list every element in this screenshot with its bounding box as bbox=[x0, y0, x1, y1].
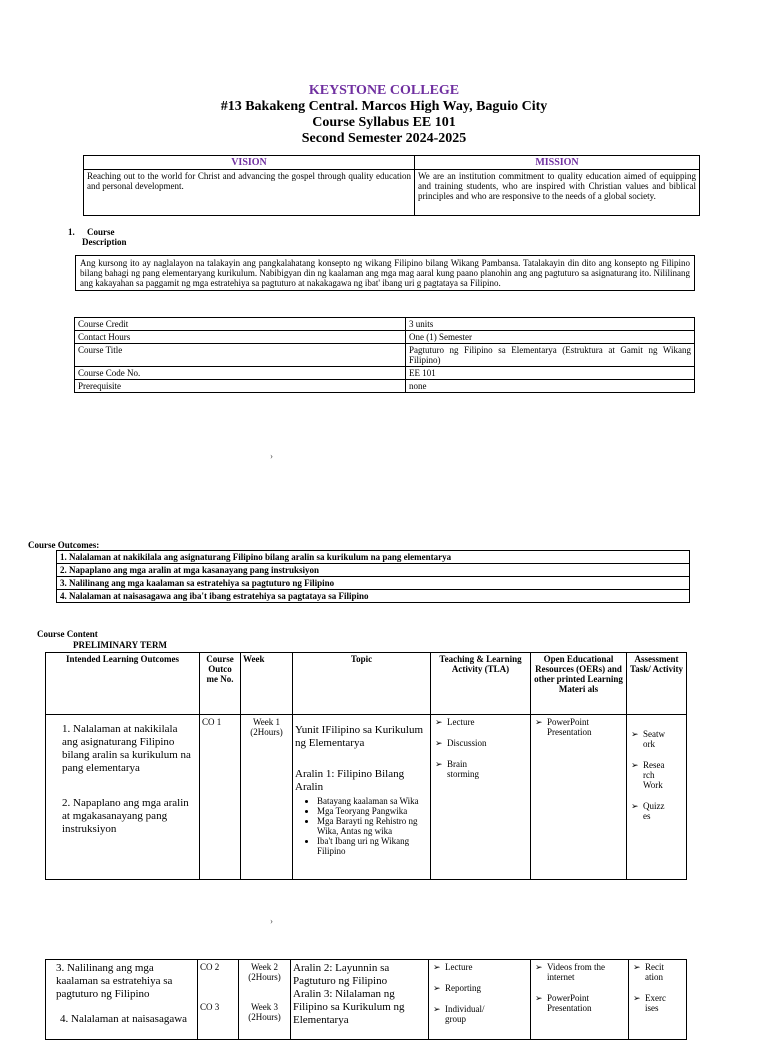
course-code-value: EE 101 bbox=[406, 367, 695, 380]
topic-bullet: • Mga Teoryang Pangwika bbox=[317, 806, 428, 816]
assessment-item: ➢ Exerc ises bbox=[633, 993, 666, 1013]
week-item: Week 2 (2Hours) bbox=[248, 962, 281, 982]
assessment-item: ➢ Resea rch Work bbox=[631, 760, 665, 790]
ilo-item: 3. Nalilinang ang mga kaalaman sa estratehiya sa pagtuturo ng Filipino bbox=[56, 962, 173, 1000]
oer-item: ➢ PowerPoint Presentation bbox=[535, 717, 592, 737]
col-tla: Teaching & Learning Activity (TLA) bbox=[431, 653, 531, 715]
prerequisite-label: Prerequisite bbox=[75, 380, 406, 393]
course-outcomes-heading: Course Outcomes: bbox=[28, 540, 100, 550]
mission-text: We are an institution commitment to quality education aimed of equipping and training students, who are inspired with Christian values and biblical principles and who are responsive to the needs of a global society. bbox=[415, 170, 700, 216]
arrow-bullet-icon: ➢ bbox=[631, 760, 639, 770]
contact-hours-label: Contact Hours bbox=[75, 331, 406, 344]
course-code-label: Course Code No. bbox=[75, 367, 406, 380]
oer-cell bbox=[531, 715, 627, 880]
arrow-bullet-icon: ➢ bbox=[435, 738, 443, 748]
lesson-title: Aralin 3: Nilalaman ng Filipino sa Kurikulum ng Elementarya bbox=[293, 988, 405, 1026]
contact-hours-value: One (1) Semester bbox=[406, 331, 695, 344]
week-cell bbox=[239, 960, 291, 1040]
co-cell: CO 1 bbox=[200, 715, 241, 880]
arrow-bullet-icon: ➢ bbox=[633, 993, 641, 1003]
col-topic: Topic bbox=[293, 653, 431, 715]
lesson-title: Aralin 2: Layunnin sa Pagtuturo ng Filipino bbox=[293, 962, 390, 987]
oer-item: ➢ PowerPoint Presentation bbox=[535, 993, 592, 1013]
arrow-bullet-icon: ➢ bbox=[535, 962, 543, 972]
heading-line2: Description bbox=[82, 237, 127, 247]
arrow-bullet-icon: ➢ bbox=[535, 993, 543, 1003]
term-label: PRELIMINARY TERM bbox=[73, 640, 167, 650]
college-name: KEYSTONE COLLEGE bbox=[308, 83, 460, 98]
co-item: CO 2 bbox=[200, 962, 220, 972]
co-item: CO 3 bbox=[200, 1002, 220, 1012]
heading-line1: Course bbox=[87, 227, 115, 237]
course-title-label: Course Title bbox=[75, 344, 406, 367]
ilo-cell bbox=[46, 715, 200, 880]
course-content-table-continued bbox=[45, 959, 687, 1040]
arrow-bullet-icon: ➢ bbox=[433, 962, 441, 972]
course-title-value: Pagtuturo ng Filipino sa Elementarya (Estruktura at Gamit ng Wikang Filipino) bbox=[406, 344, 695, 367]
ilo-item: 2. Napaplano ang mga aralin at mgakasanayang pang instruksiyon bbox=[62, 797, 189, 835]
page-separator-mark: › bbox=[270, 916, 273, 926]
tla-item: ➢ Discussion bbox=[435, 738, 487, 748]
arrow-bullet-icon: ➢ bbox=[633, 962, 641, 972]
arrow-bullet-icon: ➢ bbox=[435, 759, 443, 769]
course-content-heading: Course Content bbox=[37, 629, 98, 639]
col-co: Course Outco me No. bbox=[200, 653, 241, 715]
arrow-bullet-icon: ➢ bbox=[631, 729, 639, 739]
tla-cell bbox=[429, 960, 531, 1040]
vision-text: Reaching out to the world for Christ and advancing the gospel through quality education and personal development. bbox=[84, 170, 415, 216]
section-number: 1. bbox=[68, 227, 75, 237]
course-info-table bbox=[74, 317, 695, 393]
semester-label: Second Semester 2024-2025 bbox=[301, 131, 467, 146]
outcome-item: 1. Nalalaman at nakikilala ang asignaturang Filipino bilang aralin sa kurikulum na pang elementarya bbox=[60, 552, 452, 562]
assessment-cell bbox=[627, 715, 687, 880]
arrow-bullet-icon: ➢ bbox=[433, 983, 441, 993]
page-separator-mark: › bbox=[270, 451, 273, 461]
outcome-item: 3. Nalilinang ang mga kaalaman sa estratehiya sa pagtuturo ng Filipino bbox=[57, 577, 690, 590]
course-description-box: Ang kursong ito ay naglalayon na talakayin ang pangkalahatang konsepto ng wikang Filipino bilang Wikang Pambansa. Tatalakayin din dito ang konsepto ng Filipino bilang bahagi ng pang elementaryang kurikulum. Nabibigyan din ng kaalaman ang mga mag aaral kung paano planohin ang ang pagtuturo sa asignaturang ito. Nililinang ang kakayahan sa paggamit ng mga estratehiya sa pagtuturo at nakakagawa ng ibat' ibang uri g pagtataya sa Filipino. bbox=[75, 255, 695, 291]
ilo-item: 4. Nalalaman at naisasagawa bbox=[60, 1013, 188, 1025]
tla-item: ➢ Reporting bbox=[433, 983, 481, 993]
col-oer: Open Educational Resources (OERs) and other printed Learning Materi als bbox=[531, 653, 627, 715]
outcome-item: 2. Napaplano ang mga aralin at mga kasanayang pang instruksiyon bbox=[57, 564, 690, 577]
assessment-item: ➢ Seatw ork bbox=[631, 729, 665, 749]
assessment-cell bbox=[629, 960, 687, 1040]
topic-bullet: • Iba't Ibang uri ng Wikang Filipino bbox=[317, 836, 428, 856]
col-ilo: Intended Learning Outcomes bbox=[46, 653, 200, 715]
course-credit-label: Course Credit bbox=[75, 318, 406, 331]
prerequisite-value: none bbox=[406, 380, 695, 393]
lesson-title: Aralin 1: Filipino Bilang Aralin bbox=[295, 768, 405, 793]
col-week: Week bbox=[241, 653, 293, 715]
vision-heading: VISION bbox=[84, 156, 415, 170]
week-cell: Week 1 (2Hours) bbox=[241, 715, 293, 880]
topic-bullet: • Batayang kaalaman sa Wika bbox=[317, 796, 428, 806]
course-outcomes-table bbox=[56, 550, 690, 603]
tla-item: ➢ Individual/ group bbox=[433, 1004, 485, 1024]
topic-bullets bbox=[295, 796, 428, 856]
vision-mission-table bbox=[83, 155, 700, 216]
course-credit-value: 3 units bbox=[406, 318, 695, 331]
tla-item: ➢ Lecture bbox=[435, 717, 475, 727]
arrow-bullet-icon: ➢ bbox=[435, 717, 443, 727]
outcome-item: 4. Nalalaman at naisasagawa ang iba't ibang estratehiya sa pagtataya sa Filipino bbox=[57, 590, 690, 603]
tla-cell bbox=[431, 715, 531, 880]
oer-item: ➢ Videos from the internet bbox=[535, 962, 605, 982]
ilo-item: 1. Nalalaman at nakikilala ang asignaturang Filipino bilang aralin sa kurikulum na pang elementarya bbox=[62, 723, 191, 774]
arrow-bullet-icon: ➢ bbox=[433, 1004, 441, 1014]
topic-bullet: • Mga Barayti ng Rehistro ng Wika, Antas ng wika bbox=[317, 816, 428, 836]
week-item: Week 3 (2Hours) bbox=[248, 1002, 281, 1022]
arrow-bullet-icon: ➢ bbox=[535, 717, 543, 727]
arrow-bullet-icon: ➢ bbox=[631, 801, 639, 811]
topic-cell bbox=[291, 960, 429, 1040]
course-description-heading bbox=[68, 227, 127, 247]
tla-item: ➢ Brain storming bbox=[435, 759, 480, 779]
oer-cell bbox=[531, 960, 629, 1040]
ilo-cell bbox=[46, 960, 198, 1040]
college-address: #13 Bakakeng Central. Marcos High Way, Baguio City bbox=[220, 99, 548, 114]
tla-item: ➢ Lecture bbox=[433, 962, 473, 972]
course-content-table bbox=[45, 652, 687, 880]
topic-cell bbox=[293, 715, 431, 880]
assessment-item: ➢ Quizz es bbox=[631, 801, 665, 821]
mission-heading: MISSION bbox=[415, 156, 700, 170]
col-assessment: Assessment Task/ Activity bbox=[627, 653, 687, 715]
unit-title: Yunit IFilipino sa Kurikulum ng Elementarya bbox=[295, 724, 424, 749]
syllabus-title: Course Syllabus EE 101 bbox=[312, 115, 456, 130]
co-cell bbox=[198, 960, 239, 1040]
assessment-item: ➢ Recit ation bbox=[633, 962, 664, 982]
